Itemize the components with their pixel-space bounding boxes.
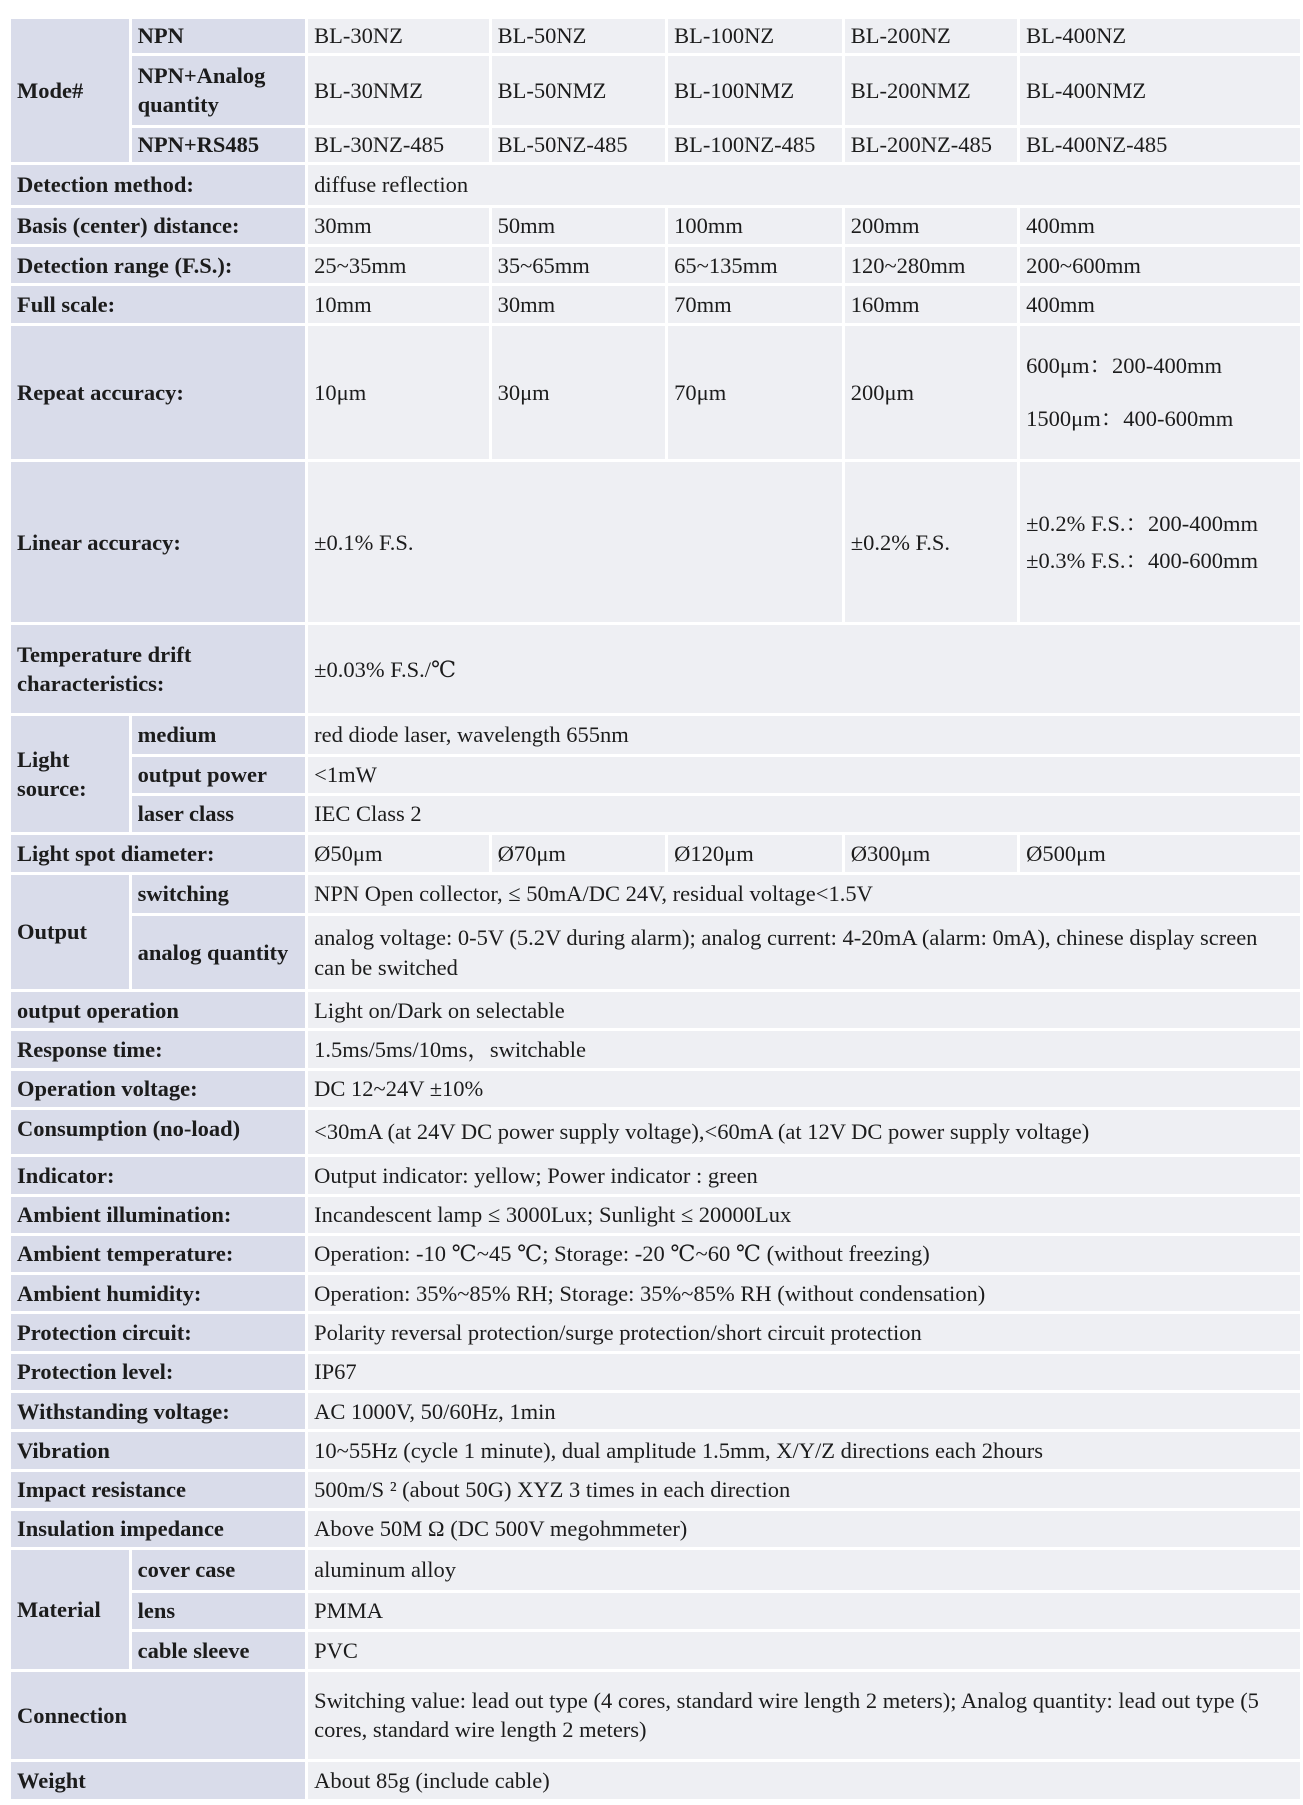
repeat-accuracy-value: 70μm (668, 326, 842, 459)
spec-row (11, 1275, 1300, 1311)
spec-label: Ambient humidity: (11, 1275, 305, 1311)
spec-label: Protection level: (11, 1354, 305, 1390)
light-source-sublabel: output power (132, 757, 306, 793)
connection-row (11, 1672, 1300, 1760)
linear-accuracy-label: Linear accuracy: (11, 462, 305, 622)
basis-distance-value: 400mm (1020, 208, 1300, 244)
light-spot-value: Ø70μm (492, 835, 666, 871)
linear-accuracy-value: ±0.2% F.S. (845, 462, 1017, 622)
model-cell: BL-200NZ-485 (845, 128, 1017, 162)
detection-range-row (11, 247, 1300, 283)
spec-label: Operation voltage: (11, 1071, 305, 1107)
light-source-row (11, 716, 1300, 753)
model-cell: BL-400NZ (1020, 19, 1300, 53)
spec-label: Response time: (11, 1031, 305, 1067)
spec-value: Light on/Dark on selectable (308, 992, 1300, 1028)
spec-row (11, 1314, 1300, 1350)
spec-row (11, 1432, 1300, 1468)
spec-label: Ambient illumination: (11, 1197, 305, 1233)
spec-value: Output indicator: yellow; Power indicator : green (308, 1157, 1300, 1193)
model-cell: BL-400NZ-485 (1020, 128, 1300, 162)
model-cell: BL-100NZ-485 (668, 128, 842, 162)
basis-distance-value: 100mm (668, 208, 842, 244)
light-source-sublabel: laser class (132, 796, 306, 832)
repeat-accuracy-range-cell (1020, 326, 1300, 459)
light-spot-row (11, 835, 1300, 871)
material-value: PVC (308, 1632, 1300, 1668)
mode-row-analog (11, 56, 1300, 124)
connection-label: Connection (11, 1672, 305, 1760)
repeat-accuracy-value: 10μm (308, 326, 488, 459)
spec-value: Polarity reversal protection/surge protection/short circuit protection (308, 1314, 1300, 1350)
basis-distance-label: Basis (center) distance: (11, 208, 305, 244)
spec-label: Vibration (11, 1432, 305, 1468)
spec-row (11, 1393, 1300, 1429)
model-cell: BL-200NZ (845, 19, 1017, 53)
full-scale-value: 160mm (845, 286, 1017, 322)
material-row (11, 1632, 1300, 1668)
output-switching-label: switching (132, 875, 306, 914)
mode-sublabel: NPN+RS485 (132, 128, 306, 162)
temperature-drift-value: ±0.03% F.S./℃ (308, 625, 1300, 713)
weight-label: Weight (11, 1762, 305, 1799)
repeat-accuracy-row (11, 326, 1300, 459)
basis-distance-value: 50mm (492, 208, 666, 244)
repeat-accuracy-value: 200μm (845, 326, 1017, 459)
spec-label: Protection circuit: (11, 1314, 305, 1350)
spec-row (11, 1197, 1300, 1233)
material-sublabel: cable sleeve (132, 1632, 306, 1668)
light-source-row (11, 757, 1300, 793)
full-scale-row (11, 286, 1300, 322)
weight-row (11, 1762, 1300, 1799)
spec-row (11, 1472, 1300, 1508)
output-analog-row (11, 916, 1300, 989)
spec-row (11, 992, 1300, 1028)
model-cell: BL-200NMZ (845, 56, 1017, 124)
detection-range-value: 25~35mm (308, 247, 488, 283)
spec-row (11, 1157, 1300, 1193)
model-cell: BL-50NMZ (492, 56, 666, 124)
material-value: PMMA (308, 1593, 1300, 1629)
basis-distance-value: 30mm (308, 208, 488, 244)
mode-sublabel: NPN (132, 19, 306, 53)
material-value: aluminum alloy (308, 1550, 1300, 1590)
output-analog-value: analog voltage: 0-5V (5.2V during alarm); analog current: 4-20mA (alarm: 0mA), chinese display screen can be switched (308, 916, 1300, 989)
light-source-label: Light source: (11, 716, 129, 832)
spec-value: 10~55Hz (cycle 1 minute), dual amplitude 1.5mm, X/Y/Z directions each 2hours (308, 1432, 1300, 1468)
repeat-accuracy-range-line: 1500μm：400-600mm (1026, 406, 1234, 432)
spec-row (11, 1354, 1300, 1390)
spec-label: Indicator: (11, 1157, 305, 1193)
linear-accuracy-range-line: ±0.2% F.S.：200-400mm (1026, 510, 1258, 536)
material-sublabel: cover case (132, 1550, 306, 1590)
linear-accuracy-value: ±0.1% F.S. (308, 462, 842, 622)
light-spot-value: Ø300μm (845, 835, 1017, 871)
weight-value: About 85g (include cable) (308, 1762, 1300, 1799)
model-cell: BL-400NMZ (1020, 56, 1300, 124)
output-switching-value: NPN Open collector, ≤ 50mA/DC 24V, residual voltage<1.5V (308, 875, 1300, 914)
detection-method-label: Detection method: (11, 165, 305, 205)
light-spot-value: Ø500μm (1020, 835, 1300, 871)
linear-accuracy-range-cell (1020, 462, 1300, 622)
output-switching-row (11, 875, 1300, 914)
repeat-accuracy-label: Repeat accuracy: (11, 326, 305, 459)
spec-label: Impact resistance (11, 1472, 305, 1508)
repeat-accuracy-range-line: 600μm：200-400mm (1026, 353, 1222, 379)
material-row (11, 1550, 1300, 1590)
spec-value: Incandescent lamp ≤ 3000Lux; Sunlight ≤ 20000Lux (308, 1197, 1300, 1233)
light-source-sublabel: medium (132, 716, 306, 753)
material-row (11, 1593, 1300, 1629)
spec-value: Operation: 35%~85% RH; Storage: 35%~85% RH (without condensation) (308, 1275, 1300, 1311)
light-spot-label: Light spot diameter: (11, 835, 305, 871)
spec-value: 500m/S ² (about 50G) XYZ 3 times in each direction (308, 1472, 1300, 1508)
detection-method-row (11, 165, 1300, 205)
full-scale-label: Full scale: (11, 286, 305, 322)
output-analog-label: analog quantity (132, 916, 306, 989)
model-cell: BL-100NMZ (668, 56, 842, 124)
detection-range-label: Detection range (F.S.): (11, 247, 305, 283)
linear-accuracy-range-line: ±0.3% F.S.：400-600mm (1026, 548, 1258, 574)
spec-row (11, 1031, 1300, 1067)
mode-row-npn (11, 19, 1300, 53)
spec-value: IP67 (308, 1354, 1300, 1390)
material-sublabel: lens (132, 1593, 306, 1629)
temperature-drift-row (11, 625, 1300, 713)
basis-distance-row (11, 208, 1300, 244)
detection-range-value: 200~600mm (1020, 247, 1300, 283)
repeat-accuracy-value: 30μm (492, 326, 666, 459)
model-cell: BL-100NZ (668, 19, 842, 53)
spec-row (11, 1071, 1300, 1107)
spec-label: output operation (11, 992, 305, 1028)
mode-row-rs485 (11, 128, 1300, 162)
model-cell: BL-30NMZ (308, 56, 488, 124)
detection-range-value: 120~280mm (845, 247, 1017, 283)
output-label: Output (11, 875, 129, 990)
spec-row (11, 1236, 1300, 1272)
model-cell: BL-50NZ-485 (492, 128, 666, 162)
spec-row (11, 1110, 1300, 1154)
spec-value: DC 12~24V ±10% (308, 1071, 1300, 1107)
spec-value: Operation: -10 ℃~45 ℃; Storage: -20 ℃~60 ℃ (without freezing) (308, 1236, 1300, 1272)
model-cell: BL-30NZ (308, 19, 488, 53)
spec-label: Consumption (no-load) (11, 1110, 305, 1154)
spec-value: <30mA (at 24V DC power supply voltage),<60mA (at 12V DC power supply voltage) (308, 1110, 1300, 1154)
spec-value: Above 50M Ω (DC 500V megohmmeter) (308, 1511, 1300, 1547)
temperature-drift-label: Temperature drift characteristics: (11, 625, 305, 713)
spec-label: Insulation impedance (11, 1511, 305, 1547)
connection-value: Switching value: lead out type (4 cores, standard wire length 2 meters); Analog quantity: lead out type (5 cores, standard wire length 2 meters) (308, 1672, 1300, 1760)
detection-range-value: 35~65mm (492, 247, 666, 283)
full-scale-value: 10mm (308, 286, 488, 322)
full-scale-value: 70mm (668, 286, 842, 322)
detection-range-value: 65~135mm (668, 247, 842, 283)
spec-label: Ambient temperature: (11, 1236, 305, 1272)
spec-row (11, 1511, 1300, 1547)
light-source-value: red diode laser, wavelength 655nm (308, 716, 1300, 753)
material-label: Material (11, 1550, 129, 1668)
mode-label: Mode# (11, 19, 129, 162)
full-scale-value: 400mm (1020, 286, 1300, 322)
light-source-value: <1mW (308, 757, 1300, 793)
full-scale-value: 30mm (492, 286, 666, 322)
detection-method-value: diffuse reflection (308, 165, 1300, 205)
spec-value: 1.5ms/5ms/10ms，switchable (308, 1031, 1300, 1067)
linear-accuracy-row (11, 462, 1300, 622)
model-cell: BL-50NZ (492, 19, 666, 53)
light-spot-value: Ø50μm (308, 835, 488, 871)
spec-table (8, 16, 1303, 1802)
spec-label: Withstanding voltage: (11, 1393, 305, 1429)
spec-value: AC 1000V, 50/60Hz, 1min (308, 1393, 1300, 1429)
mode-sublabel: NPN+Analog quantity (132, 56, 306, 124)
light-spot-value: Ø120μm (668, 835, 842, 871)
model-cell: BL-30NZ-485 (308, 128, 488, 162)
light-source-value: IEC Class 2 (308, 796, 1300, 832)
light-source-row (11, 796, 1300, 832)
basis-distance-value: 200mm (845, 208, 1017, 244)
